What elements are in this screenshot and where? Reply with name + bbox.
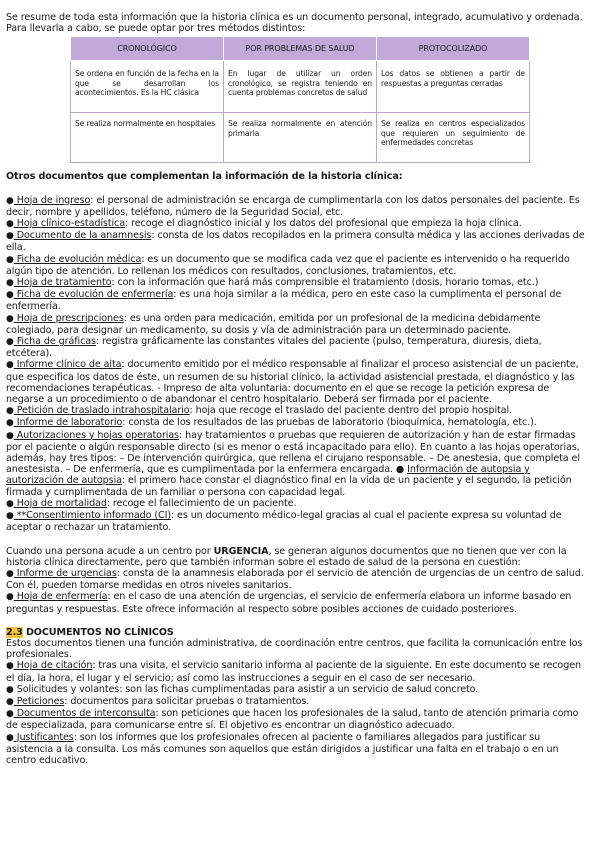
list-item [6, 405, 590, 417]
item-term: Informe de urgencias [13, 567, 117, 579]
bullet-icon: ● [6, 406, 14, 417]
item-text: : es una orden para medicación, emitida por un profesional de la medicina debidamente colegiado, para designar un medicamento, su dosis y vía de administración para un determinado paciente. [6, 312, 541, 336]
header-por-problemas: POR PROBLEMAS DE SALUD [224, 37, 377, 61]
item-term: Informe de laboratorio [13, 417, 123, 429]
header-cronologico: CRONOLÓGICO [71, 37, 224, 61]
item-text: : es un documento médico-legal gracias al cual el paciente expresa su voluntad de aceptar o rechazar un tratamiento. [6, 510, 562, 534]
item-text: : es una hoja similar a la médica, pero en este caso la cumplimenta el personal de enfermería. [6, 289, 562, 313]
item-text: : en el caso de una atención de urgencias, el servicio de enfermería elabora un informe basado en preguntas y respuestas. Este ofrece información al respecto sobre posibles acciones de cuidado posteriores. [6, 591, 572, 615]
item-term: Información de autopsia y autorización de autopsia [6, 464, 530, 487]
bullet-icon: ● [6, 254, 14, 265]
list-item [6, 417, 590, 429]
bullet-icon: ● [6, 360, 14, 371]
item-text: : documentos para solicitar pruebas o tratamientos. [64, 695, 310, 707]
table-cell: Se realiza normalmente en hospitales [71, 113, 224, 163]
list-item [6, 218, 590, 230]
list-item [6, 313, 590, 336]
list-item [6, 230, 590, 253]
list-item [6, 277, 590, 289]
item-term: Documentos de interconsulta [13, 708, 156, 720]
urgency-text: Cuando una persona acude a un centro por [6, 545, 214, 557]
item-text: : tras una visita, el servicio sanitario informa al paciente de la siguiente. En este documento se recogen el día, la hora, el lugar y el servicio; así como las instrucciones a seguir en el caso de ser necesario. [6, 660, 581, 684]
list-item [6, 696, 590, 708]
methods-table [70, 36, 530, 163]
item-term: Ficha de evolución médica [13, 253, 142, 265]
bullet-icon: ● [6, 195, 14, 206]
bullet-icon: ● [6, 278, 14, 289]
item-term: Documento de la anamnesis [13, 230, 152, 242]
item-text: : hay tratamientos o pruebas que requieren de autorización y han de estar firmadas por el paciente o algún responsable directo (si es menor o está incapacitado para ello). En cuanto a las hojas operatorias, además, hay tres tipos: – De intervención quirúrgica, que rellena el cirujano responsable. – De anestesia, que completa el anestesista. – De enfermería, que es cumplimentada por la enfermera encargada. ● [6, 429, 580, 476]
list-item [6, 591, 590, 614]
item-term: Justificantes [13, 731, 74, 743]
bullet-icon: ● [6, 290, 14, 301]
spacer [6, 534, 590, 546]
item-term: Hoja de enfermería [13, 591, 108, 603]
item-term: **Consentimiento informado (CI) [13, 510, 171, 522]
item-text: : con la información que hará más comprensible el tratamiento (dosis, horario tomas, etc.) [111, 277, 539, 289]
item-term: Hoja de citación [13, 660, 93, 672]
item-term: Hoja de tratamiento [13, 277, 112, 289]
item-text: : el primero hace constar el diagnóstico final en la vida de un paciente y el segundo, la petición firmada y cumplimentada de un familiar o persona con capacidad legal. [6, 475, 572, 498]
section-2-3-intro: Estos documentos tienen una función administrativa, de coordinación entre centros, que facilita la comunicación entre los profesionales. [6, 637, 583, 661]
list-item [6, 289, 590, 312]
intro-paragraph: Se resume de toda esta información que la historia clínica es un documento personal, integrado, acumulativo y ordenada. Para llevarla a cabo, se puede optar por tres métodos distintos: [6, 12, 583, 35]
document-page [6, 12, 590, 766]
bullet-icon: ● [6, 696, 14, 707]
item-term: Hoja de mortalidad [13, 497, 107, 509]
table-cell: Se realiza normalmente en atención primaria [224, 113, 377, 163]
list-item [6, 684, 590, 696]
methods-table-row [71, 61, 530, 113]
urgency-paragraph [6, 546, 590, 568]
bullet-icon: ● [6, 661, 14, 672]
item-text: : es un documento que se modifica cada vez que el paciente es intervenido o ha requerido algún tipo de atención. Lo rellenan los médicos con resultados, conclusiones, tratamientos, etc. [6, 253, 570, 277]
methods-table-header-row [71, 37, 530, 61]
table-cell: Se ordena en función de la fecha en la que se desarrollan los acontecimientos. Es la HC clásica [71, 61, 224, 113]
item-text: : consta de los datos recopilados en la primera consulta médica y las acciones derivadas de ella. [6, 230, 585, 254]
table-cell: En lugar de utilizar un orden cronológico, se registra teniendo en cuenta problemas concretos de salud [224, 61, 377, 113]
item-term: Hoja de ingreso [13, 194, 91, 206]
bullet-icon: ● [6, 511, 14, 522]
bullet-icon: ● [6, 219, 14, 230]
bullet-icon: ● [6, 709, 14, 720]
other-documents-list [6, 195, 590, 534]
list-item [6, 336, 590, 359]
bullet-icon: ● [6, 337, 14, 348]
item-text: : recoge el fallecimiento de un paciente. [106, 497, 297, 509]
list-item [6, 430, 590, 498]
section-title: DOCUMENTOS NO CLÍNICOS [22, 626, 174, 638]
item-text: : el personal de administración se encarga de cumplimentarla con los datos personales del paciente. Es decir, nombre y apellidos, teléfono, número de la Seguridad Social, etc. [6, 194, 580, 218]
bullet-icon: ● [6, 592, 14, 603]
item-text: : registra gráficamente las constantes vitales del paciente (pulso, temperatura, diuresis, dieta, etcétera). [6, 336, 542, 360]
item-term: Hoja de prescripciones [13, 312, 124, 324]
item-term: Ficha de evolución de enfermería [13, 289, 174, 301]
bullet-icon: ● [6, 732, 14, 743]
item-term: Ficha de gráficas [13, 336, 96, 348]
list-item [6, 510, 590, 533]
bullet-icon: ● [6, 684, 14, 695]
item-text: Solicitudes y volantes: son las fichas cumplimentadas para asistir a un servicio de salud concreto. [13, 683, 479, 695]
spacer [6, 615, 590, 627]
item-text: : consta de la anamnesis elaborada por el servicio de atención de urgencias de un centro de salud. Con él, pueden tomarse medidas en otros niveles sanitarios. [6, 567, 584, 592]
item-text: : hoja que recoge el traslado del paciente dentro del propio hospital. [189, 405, 512, 417]
table-cell: Se realiza en centros especializados que requieren un seguimiento de enfermedades concretas [377, 113, 530, 163]
urgency-list [6, 568, 590, 615]
item-term: Informe clínico de alta [13, 359, 122, 371]
methods-table-row [71, 113, 530, 163]
item-text: : consta de los resultados de las pruebas de laboratorio (bioquímica, hematología, etc.). [122, 417, 537, 429]
section-2-3-heading [6, 627, 590, 638]
urgency-text: , se generan algunos documentos que no tienen que ver con la historia clínica directamente, pero que también informan sobre el estado de salud de la persona en cuestión: [6, 545, 567, 568]
list-item [6, 732, 590, 767]
list-item [6, 254, 590, 277]
nonclinical-list [6, 660, 590, 766]
item-term: Petición de traslado intrahospitalario [13, 405, 190, 417]
item-term: Autorizaciones y hojas operatorias [13, 429, 180, 441]
item-text: : recoge el diagnóstico inicial y los datos del profesional que empieza la hoja clínica. [125, 218, 522, 230]
list-item [6, 498, 590, 510]
item-text: : son los informes que los profesionales ofrecen al paciente o familiares allegados para justificar su asistencia a la consulta. Los más comunes son aquellos que están dirigidos a justificar una falta en el trabajo o en un centro educativo. [6, 731, 559, 766]
item-term: Hoja clínico-estadística [13, 218, 126, 230]
list-item [6, 568, 590, 591]
list-item [6, 195, 590, 218]
list-item [6, 660, 590, 683]
header-protocolizado: PROTOCOLIZADO [377, 37, 530, 61]
other-documents-heading: Otros documentos que complementan la información de la historia clínica: [6, 171, 403, 183]
bullet-icon: ● [6, 418, 14, 429]
bullet-icon: ● [6, 430, 14, 441]
bullet-icon: ● [6, 231, 14, 242]
list-item [6, 708, 590, 731]
table-cell: Los datos se obtienen a partir de respuestas a preguntas cerradas [377, 61, 530, 113]
urgency-bold: URGENCIA [213, 545, 269, 557]
section-number: 2.3 [6, 626, 23, 638]
item-text: : son peticiones que hacen los profesionales de la salud, tanto de atención primaria como de especializada, para comunicarse entre sí. El objetivo es encontrar un diagnóstico adecuado. [6, 708, 579, 732]
bullet-icon: ● [6, 498, 14, 509]
list-item [6, 359, 590, 405]
item-text: : documento emitido por el médico responsable al finalizar el proceso asistencial de un paciente, que especifica los datos de éste, un resumen de su historial clínico, la actividad asistencial prestada, el diagnóstico y las recomendaciones terapéuticas. - Impreso de alta voluntaria: documento en el que se recoge la petición expresa de negarse a un procedimiento o de abandonar el centro hospitalario. Deberá ser firmada por el paciente. [6, 359, 579, 406]
bullet-icon: ● [6, 313, 14, 324]
bullet-icon: ● [6, 568, 14, 579]
item-term: Peticiones [13, 695, 65, 707]
